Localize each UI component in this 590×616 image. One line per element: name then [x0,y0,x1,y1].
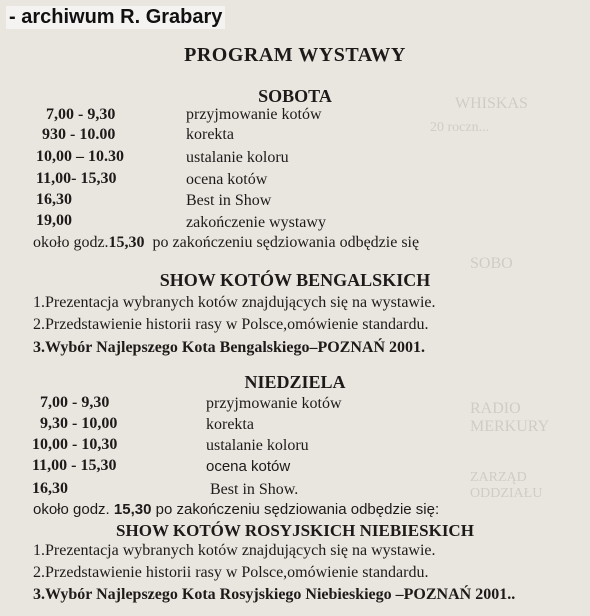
schedule-activity: Best in Show. [210,481,299,498]
schedule-time: 19,00 [36,212,72,229]
bleed-through-text: SOBO [470,255,513,272]
note-time: 15,30 [108,234,145,251]
saturday-heading: SOBOTA [258,86,332,106]
note-text: po zakończeniu sędziowania odbędzie się [152,234,420,251]
bengal-show-heading: SHOW KOTÓW BENGALSKICH [159,270,431,290]
schedule-time: 930 - 10.00 [42,126,116,143]
schedule-activity: ocena kotów [206,458,291,475]
archive-credit: - archiwum R. Grabary [6,6,225,29]
schedule-time: 16,30 [32,480,68,497]
schedule-activity: zakończenie wystawy [186,214,326,231]
note-prefix: około godz. [33,501,110,518]
schedule-time: 11,00 - 15,30 [32,457,117,474]
schedule-time: 16,30 [36,191,72,208]
list-item: 2.Przedstawienie historii rasy w Polsce,omówienie standardu. [33,564,429,581]
list-item: 1.Prezentacja wybranych kotów znajdujących się na wystawie. [33,294,436,311]
bleed-through-text: ZARZĄD ODDZIAŁU [470,470,543,501]
schedule-time: 9,30 - 10,00 [40,415,118,432]
schedule-time: 11,00- 15,30 [36,170,117,187]
schedule-activity: korekta [186,126,234,143]
sunday-heading: NIEDZIELA [244,372,346,392]
schedule-time: 7,00 - 9,30 [40,394,110,411]
schedule-time: 7,00 - 9,30 [46,106,116,123]
schedule-time: 10,00 – 10.30 [36,148,124,165]
bleed-through-text: 20 roczn... [430,120,490,135]
schedule-activity: ustalanie koloru [186,149,289,166]
bleed-through-text: WHISKAS [455,95,528,112]
list-item: 3.Wybór Najlepszego Kota Bengalskiego–POZNAŃ 2001. [33,339,425,356]
schedule-activity: Best in Show [186,192,272,209]
schedule-time: 10,00 - 10,30 [32,436,118,453]
schedule-activity: ustalanie koloru [206,437,309,454]
list-item: 2.Przedstawienie historii rasy w Polsce,omówienie standardu. [33,316,429,333]
schedule-activity: ocena kotów [186,171,268,188]
note-prefix: około godz. [33,234,109,251]
page-title: PROGRAM WYSTAWY [184,44,406,66]
schedule-activity: przyjmowanie kotów [186,106,322,123]
list-item: 1.Prezentacja wybranych kotów znajdujących się na wystawie. [33,542,436,559]
list-item: 3.Wybór Najlepszego Kota Rosyjskiego Niebieskiego –POZNAŃ 2001.. [33,586,516,603]
note-text: po zakończeniu sędziowania odbędzie się: [155,501,440,518]
sunday-note [33,501,439,518]
schedule-activity: przyjmowanie kotów [206,395,342,412]
schedule-activity: korekta [206,416,254,433]
russian-blue-show-heading: SHOW KOTÓW ROSYJSKICH NIEBIESKICH [116,521,474,540]
saturday-note [33,234,419,252]
note-time: 15,30 [113,501,152,518]
bleed-through-text: RADIO MERKURY [470,400,550,435]
